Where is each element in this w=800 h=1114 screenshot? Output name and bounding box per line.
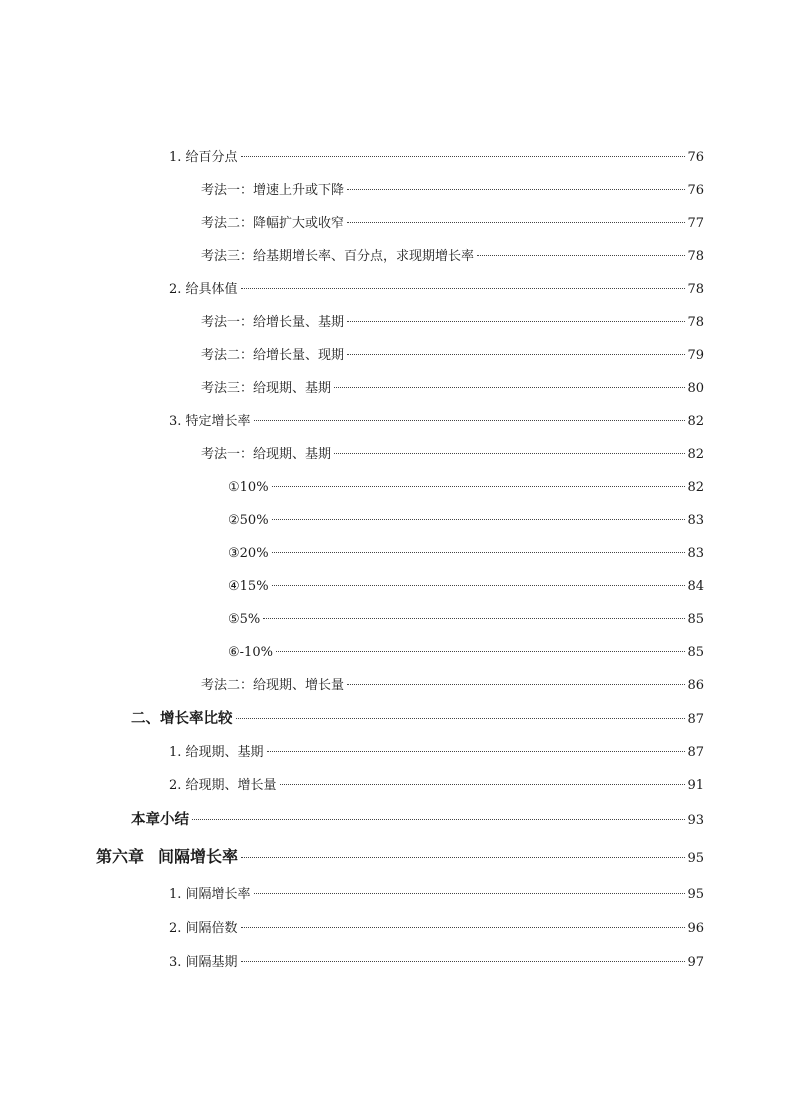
toc-entry-page: 82 (687, 480, 704, 495)
toc-entry-label: ④15% (228, 579, 269, 594)
toc-entry-page: 76 (687, 150, 704, 165)
toc-entry[interactable] (201, 215, 704, 233)
toc-entry-page: 97 (687, 955, 704, 970)
toc-entry[interactable] (169, 954, 704, 972)
toc-entry[interactable] (228, 611, 704, 629)
toc-entry-label: 3. 特定增长率 (169, 414, 251, 429)
toc-entry-label: 3. 间隔基期 (169, 955, 238, 970)
toc-entry-label: 考法一：给现期、基期 (201, 447, 332, 462)
toc-entry-label: 1. 给百分点 (169, 150, 238, 165)
dot-leader (477, 255, 685, 256)
toc-entry[interactable] (169, 886, 704, 904)
toc-entry-page: 76 (687, 183, 704, 198)
toc-entry-page: 86 (687, 678, 704, 693)
toc-entry-label: ⑤5% (228, 612, 261, 627)
toc-entry-label: 考法二：给增长量、现期 (201, 348, 345, 363)
dot-leader (347, 222, 685, 223)
dot-leader (267, 751, 686, 752)
dot-leader (241, 156, 686, 157)
toc-entry[interactable] (169, 149, 704, 167)
toc-entry[interactable] (228, 644, 704, 662)
toc-entry-label: 考法三：给现期、基期 (201, 381, 332, 396)
toc-entry[interactable] (169, 281, 704, 299)
toc-entry[interactable] (169, 413, 704, 431)
dot-leader (347, 684, 685, 685)
toc-entry-page: 85 (687, 612, 704, 627)
toc-entry-page: 78 (687, 282, 704, 297)
toc-entry-label: 考法三：给基期增长率、百分点，求现期增长率 (201, 249, 475, 264)
toc-entry[interactable] (201, 380, 704, 398)
toc-entry-page: 83 (687, 513, 704, 528)
dot-leader (241, 288, 686, 289)
dot-leader (272, 519, 686, 520)
toc-entry-label: 2. 给具体值 (169, 282, 238, 297)
toc-entry-page: 87 (687, 712, 704, 727)
toc-entry-page: 78 (687, 315, 704, 330)
toc-section-entry[interactable] (131, 710, 704, 729)
dot-leader (236, 718, 686, 719)
dot-leader (272, 585, 686, 586)
toc-entry-page: 91 (687, 778, 704, 793)
toc-entry[interactable] (169, 744, 704, 762)
toc-entry-label: ③20% (228, 546, 269, 561)
toc-entry[interactable] (169, 777, 704, 795)
toc-entry-page: 95 (687, 851, 704, 866)
dot-leader (263, 618, 685, 619)
toc-entry-page: 82 (687, 447, 704, 462)
toc-entry[interactable] (228, 512, 704, 530)
chapter-number: 第六章 (96, 847, 145, 866)
chapter-title: 间隔增长率 (158, 847, 239, 866)
toc-entry-label: 考法一：给增长量、基期 (201, 315, 345, 330)
toc-entry-label: ⑥-10% (228, 645, 273, 660)
toc-entry-page: 83 (687, 546, 704, 561)
toc-entry-page: 87 (687, 745, 704, 760)
toc-entry-label: 2. 间隔倍数 (169, 921, 238, 936)
dot-leader (347, 189, 685, 190)
toc-section-entry[interactable] (131, 811, 704, 830)
dot-leader (347, 354, 685, 355)
toc-entry-label: ②50% (228, 513, 269, 528)
dot-leader (192, 819, 685, 820)
toc-entry-label: 考法二：降幅扩大或收窄 (201, 216, 345, 231)
toc-entry-label: 2. 给现期、增长量 (169, 778, 277, 793)
dot-leader (334, 453, 685, 454)
toc-entry[interactable] (169, 920, 704, 938)
dot-leader (241, 857, 685, 858)
toc-entry-page: 93 (687, 813, 704, 828)
toc-entry-page: 84 (687, 579, 704, 594)
toc-entry-page: 95 (687, 887, 704, 902)
toc-entry-page: 85 (687, 645, 704, 660)
toc-entry-page: 80 (687, 381, 704, 396)
toc-entry-label: 本章小结 (131, 811, 189, 828)
toc-entry-label: ①10% (228, 480, 269, 495)
dot-leader (272, 552, 686, 553)
dot-leader (241, 927, 686, 928)
toc-entry[interactable] (201, 347, 704, 365)
toc-entry-label: 考法一：增速上升或下降 (201, 183, 345, 198)
toc-entry-label: 二、增长率比较 (131, 710, 233, 727)
dot-leader (241, 961, 686, 962)
toc-entry-page: 78 (687, 249, 704, 264)
toc-chapter-label (96, 848, 239, 866)
toc-entry-page: 82 (687, 414, 704, 429)
dot-leader (272, 486, 686, 487)
toc-entry-page: 79 (687, 348, 704, 363)
toc-entry-page: 96 (687, 921, 704, 936)
toc-entry[interactable] (201, 446, 704, 464)
toc-entry-label: 考法二：给现期、增长量 (201, 678, 345, 693)
toc-entry[interactable] (228, 578, 704, 596)
dot-leader (334, 387, 685, 388)
toc-entry[interactable] (201, 677, 704, 695)
dot-leader (254, 420, 686, 421)
toc-entry[interactable] (228, 545, 704, 563)
toc-entry-label: 1. 间隔增长率 (169, 887, 251, 902)
dot-leader (276, 651, 686, 652)
dot-leader (254, 893, 686, 894)
toc-entry[interactable] (201, 314, 704, 332)
toc-entry[interactable] (201, 248, 704, 266)
toc-entry[interactable] (228, 479, 704, 497)
dot-leader (280, 784, 686, 785)
toc-entry-label: 1. 给现期、基期 (169, 745, 264, 760)
toc-chapter-entry[interactable] (96, 848, 704, 868)
toc-entry-page: 77 (687, 216, 704, 231)
toc-entry[interactable] (201, 182, 704, 200)
dot-leader (347, 321, 685, 322)
